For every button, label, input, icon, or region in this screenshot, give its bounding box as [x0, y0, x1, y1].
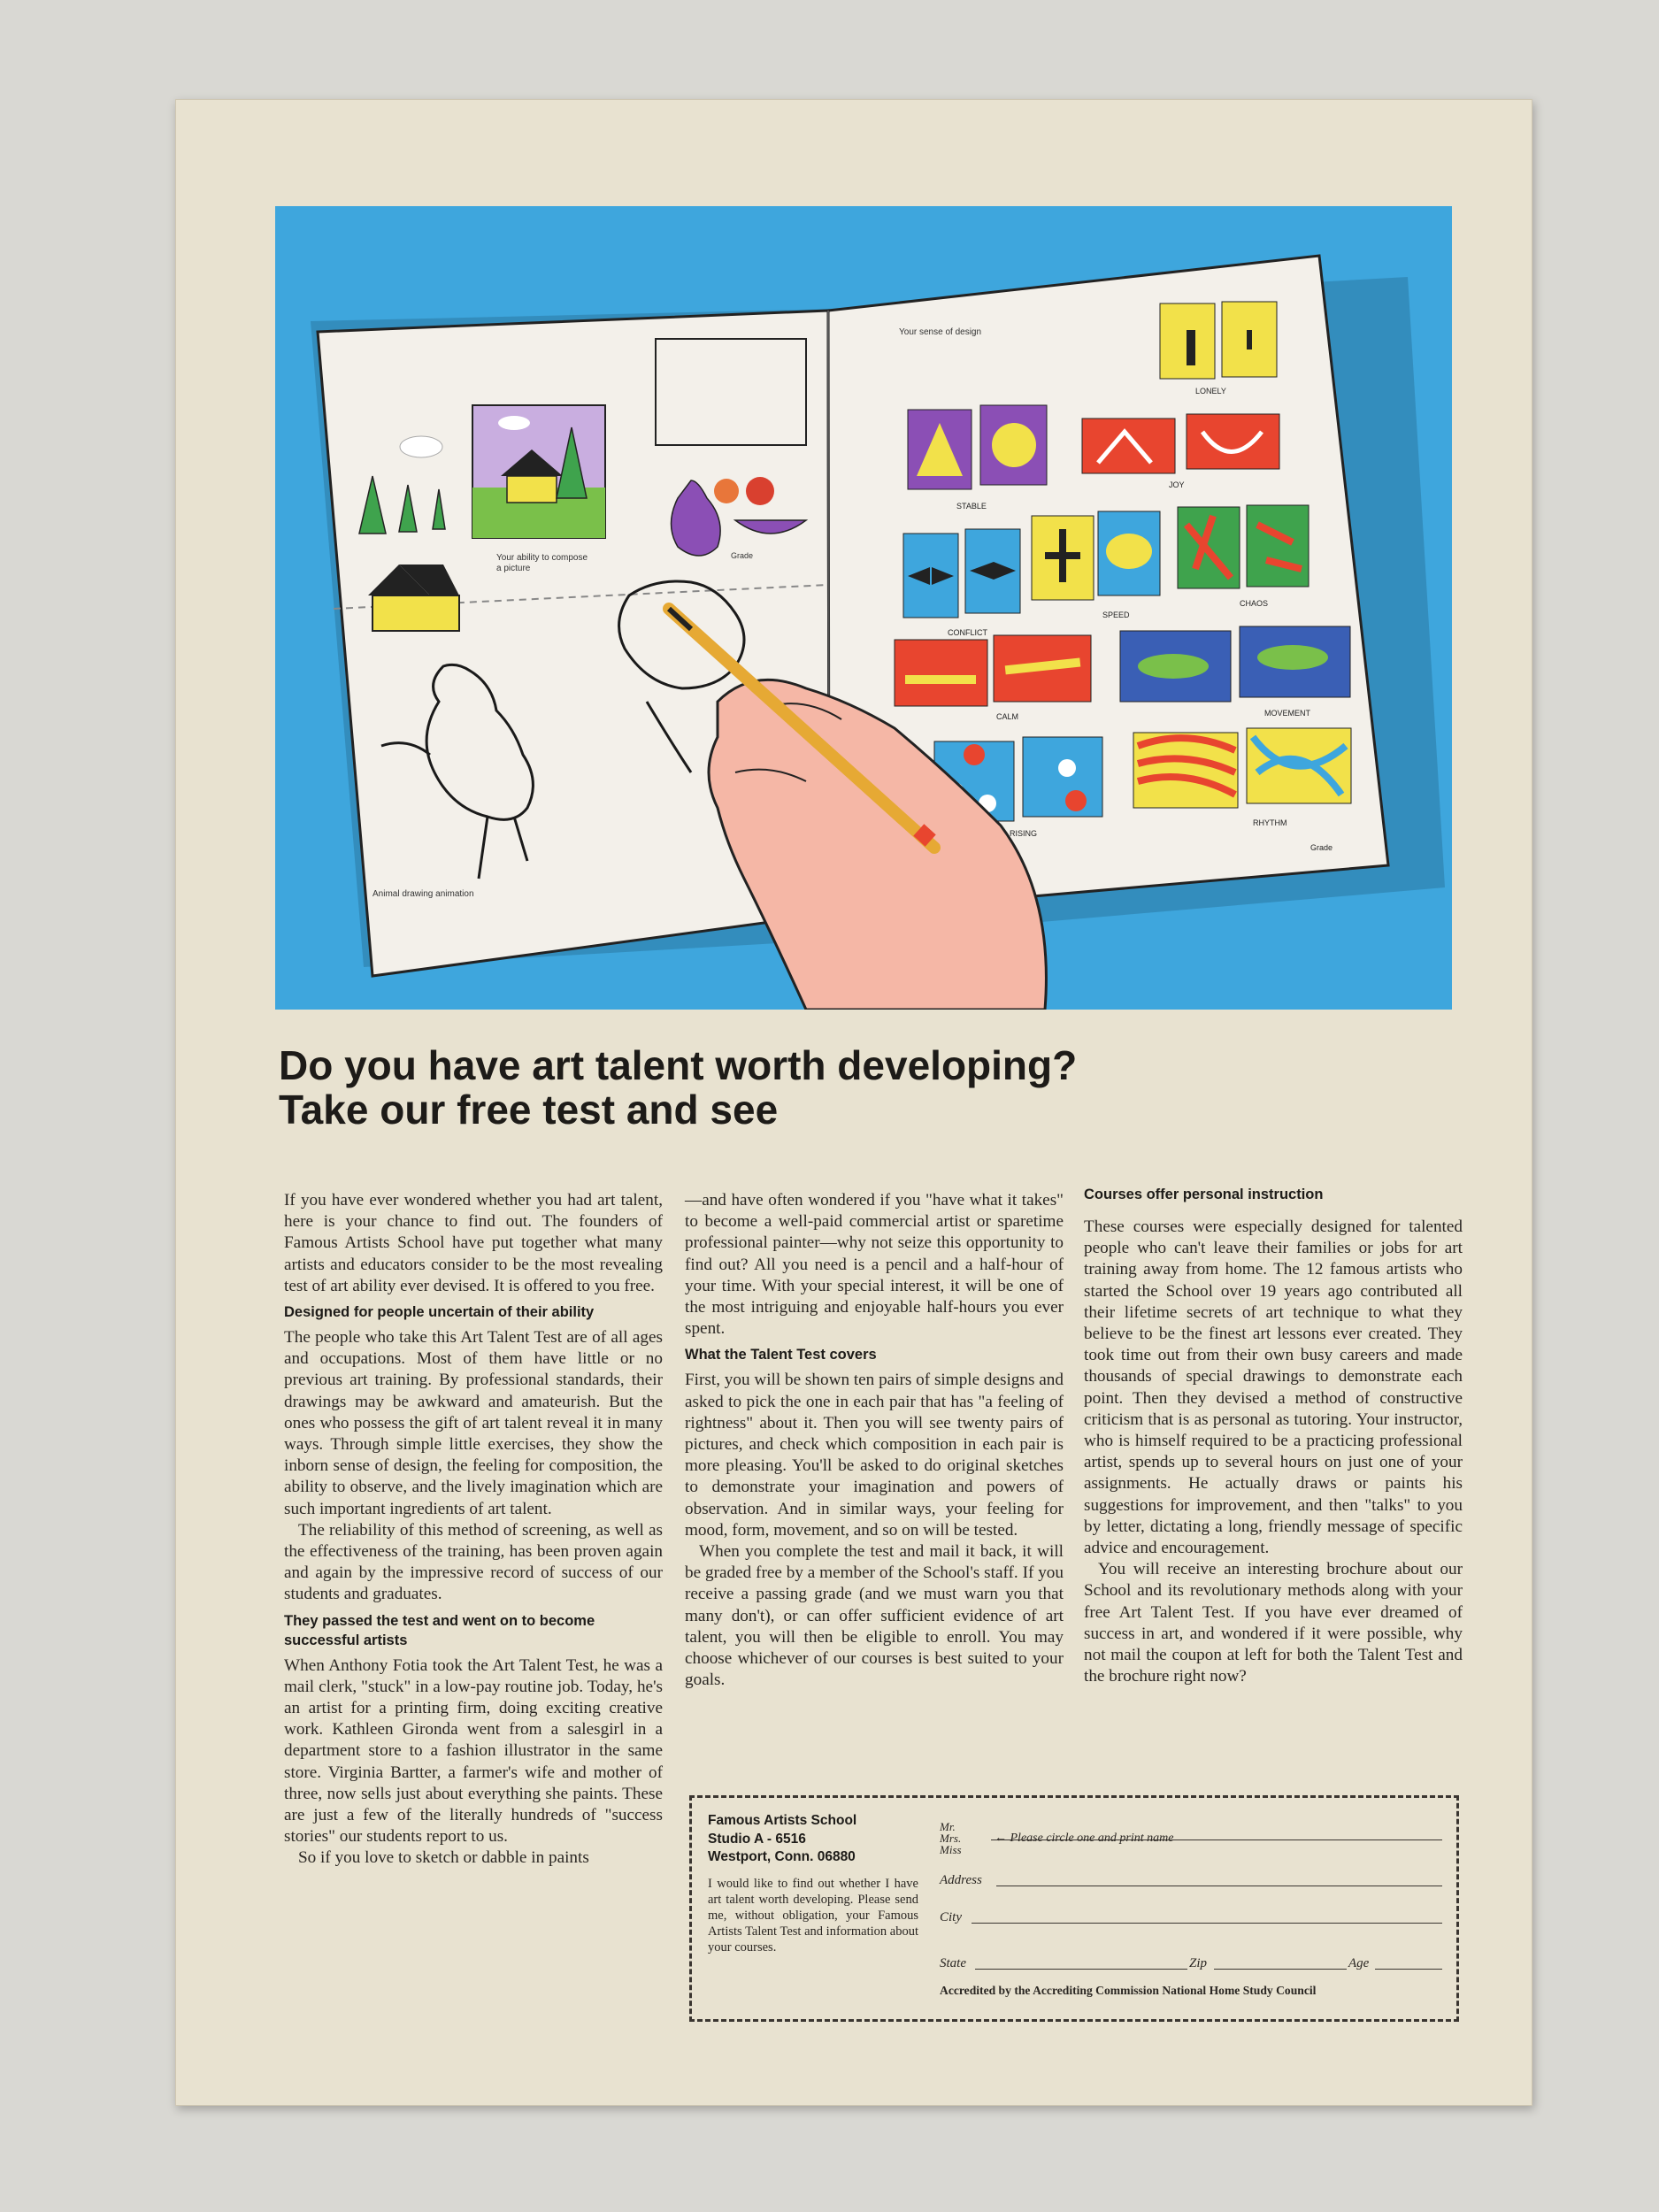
address-field[interactable]: Address: [940, 1870, 1444, 1890]
headline-line-2: Take our free test and see: [279, 1087, 779, 1133]
city-field[interactable]: City: [940, 1908, 1444, 1927]
svg-text:Grade: Grade: [731, 551, 754, 560]
svg-text:CHAOS: CHAOS: [1240, 599, 1269, 608]
title-mrs[interactable]: Mrs.: [940, 1832, 962, 1845]
svg-text:Your ability to compose: Your ability to compose: [496, 553, 588, 563]
title-miss[interactable]: Miss: [940, 1843, 962, 1856]
school-city: Westport, Conn. 06880: [708, 1849, 856, 1864]
magazine-back-cover: [175, 99, 1532, 2106]
studio-number: Studio A - 6516: [708, 1831, 806, 1847]
svg-text:a picture: a picture: [496, 564, 531, 573]
text-column-2: [685, 1190, 1064, 1691]
svg-text:RHYTHM: RHYTHM: [1253, 818, 1287, 827]
mail-in-coupon: [689, 1795, 1459, 2022]
talent-test-illustration: [275, 206, 1452, 1010]
accreditation-note: Accredited by the Accrediting Commission National Home Study Council: [940, 1984, 1317, 1997]
svg-text:CALM: CALM: [996, 712, 1019, 721]
svg-text:JOY: JOY: [1169, 480, 1185, 489]
col1-paragraph: The reliability of this method of screening, as well as the effectiveness of the training, has been proven again and again by the impressive record of success of our students and graduates.: [284, 1520, 663, 1604]
title-mr[interactable]: Mr.: [940, 1820, 956, 1833]
col1-paragraph: So if you love to sketch or dabble in paints: [298, 1848, 589, 1868]
col2-paragraph: —and have often wondered if you "have what it takes" to become a well-paid commercial artist or sparetime professional painter—why not seize this opportunity to find out? All you need is a pencil and a half-hour of your time. With your special interest, it will be one of the most intriguing and enjoyable half-hours you ever spent.: [685, 1191, 1064, 1339]
col2-paragraph: When you complete the test and mail it back, it will be graded free by a member of the School's staff. If you receive a passing grade (and we must warn you that many don't), or can offer sufficient evidence of art talent, you will then be eligible to enroll. You may choose whichever of our courses is best suited to your goals.: [685, 1542, 1064, 1690]
col1-paragraph: The people who take this Art Talent Test are of all ages and occupations. Most of them have little or no previous art training. By professional standards, their drawings may be awkward and amateurish. But the ones who possess the gift of art talent reveal it in many ways. Through simple little exercises, they show the inborn sense of design, the feeling for composition, the ability to observe, and the lively imagination which are such important ingredients of art talent.: [284, 1328, 663, 1518]
headline: [279, 1043, 1429, 1132]
text-column-3: [1084, 1187, 1463, 1687]
svg-text:MOVEMENT: MOVEMENT: [1264, 709, 1311, 718]
col2-subhead-1: What the Talent Test covers: [685, 1347, 877, 1363]
col1-paragraph: When Anthony Fotia took the Art Talent Test, he was a mail clerk, "stuck" in a low-pay routine job. Today, he's an artist for a printing firm, doing exciting creative work. Kathleen Gironda went from a salesgirl in a department store to a fashion illustrator in the same store. Virginia Bartter, a farmer's wife and mother of three, now sells just about everything she paints. These are just a few of the literally hundreds of "success stories" our students report to us.: [284, 1655, 663, 1847]
coupon-pitch: I would like to find out whether I have art talent worth developing. Please send me, without obligation, your Famous Artists Talent Test and information about your courses.: [708, 1876, 918, 1955]
svg-text:Your sense of design: Your sense of design: [899, 327, 982, 337]
circle-note: ← Please circle one and print name: [995, 1832, 1174, 1845]
col1-subhead-2: They passed the test and went on to become successful artists: [284, 1612, 595, 1648]
school-name: Famous Artists School: [708, 1813, 857, 1828]
col1-subhead-1: Designed for people uncertain of their ability: [284, 1304, 595, 1321]
coupon-address-block: [708, 1812, 918, 1956]
col1-paragraph: If you have ever wondered whether you had art talent, here is your chance to find out. The founders of Famous Artists School have put together what many artists and educators consider to be the most revealing test of art ability ever devised. It is offered to you free.: [284, 1191, 663, 1295]
svg-text:Grade: Grade: [1310, 843, 1333, 852]
svg-text:LONELY: LONELY: [1195, 387, 1226, 396]
svg-text:RISING: RISING: [1010, 829, 1038, 838]
col3-paragraph: You will receive an interesting brochure about our School and its revolutionary methods along with your free Art Talent Test. If you have ever dreamed of success in art, and wondered if it were possible, why not mail the coupon at left for both the Talent Test and the brochure right now?: [1084, 1560, 1463, 1686]
state-zip-age-field[interactable]: State Zip Age: [940, 1954, 1444, 1973]
text-column-1: [284, 1190, 663, 1870]
svg-text:Animal drawing animation: Animal drawing animation: [373, 889, 474, 899]
svg-text:STABLE: STABLE: [956, 502, 987, 511]
composed-picture-icon: [472, 405, 605, 538]
svg-text:CONFLICT: CONFLICT: [948, 628, 987, 637]
open-test-book-drawing: [275, 206, 1452, 1010]
col2-paragraph: First, you will be shown ten pairs of simple designs and asked to pick the one in each pair that has "a feeling of rightness" about it. Then you will see twenty pairs of pictures, and check which composition in each pair is more pleasing. You'll be asked to do original sketches to demonstrate your imagination and powers of observation. And in similar ways, your feeling for mood, form, movement, and so on will be tested.: [685, 1371, 1064, 1540]
col3-paragraph: These courses were especially designed for talented people who can't leave their families or jobs for art training away from home. The 12 famous artists who started the School over 19 years ago contributed all their lifetime secrets of art technique to what they believe to be the finest art lessons ever created. They took time out from their own busy careers and made thousands of special drawings to demonstrate each point. Then they devised a method of constructive criticism that is as personal as tutoring. Your instructor, who is himself required to be a practicing professional artist, spends up to several hours on just one of your assignments. He actually draws or paints his suggestions for improvement, and then "talks" to you by letter, dictating a long, friendly message of specific advice and encouragement.: [1084, 1217, 1463, 1558]
headline-line-1: Do you have art talent worth developing?: [279, 1042, 1078, 1088]
svg-text:SPEED: SPEED: [1102, 611, 1130, 619]
col3-subhead-1: Courses offer personal instruction: [1084, 1187, 1324, 1202]
